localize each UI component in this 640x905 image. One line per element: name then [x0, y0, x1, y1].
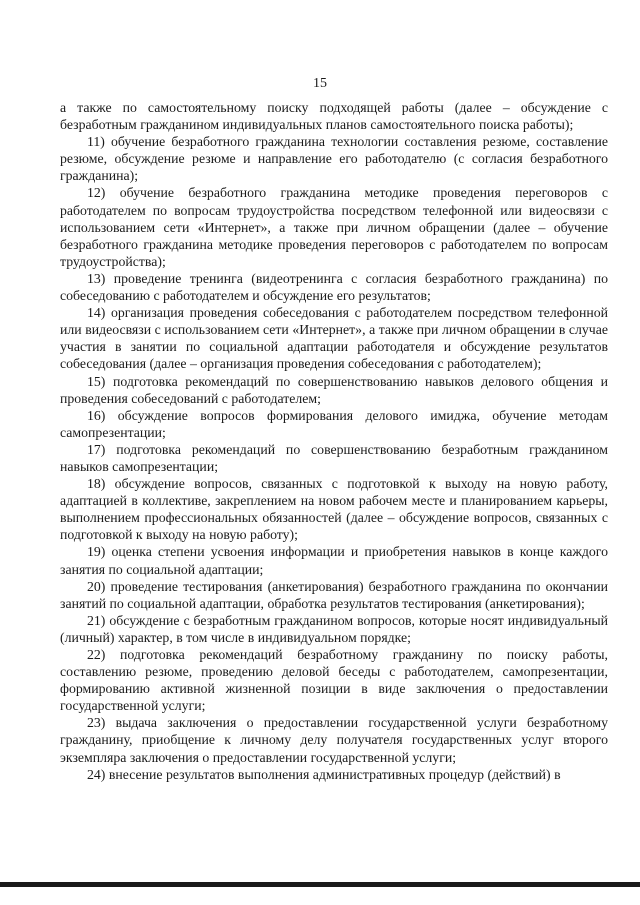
paragraph-item-12: 12) обучение безработного гражданина методике проведения переговоров с работодателем по вопросам трудоустройства посредством телефонной или видеосвязи с использованием сети «Интернет», а также при личном обращении (далее – обучение безработного гражданина методике проведения переговоров с работодателем по вопросам трудоустройства);: [60, 185, 608, 269]
bottom-scan-border: [0, 882, 640, 887]
paragraph-continuation: а также по самостоятельному поиску подходящей работы (далее – обсуждение с безработным гражданином индивидуальных планов самостоятельного поиска работы);: [60, 100, 608, 133]
paragraph-item-14: 14) организация проведения собеседования с работодателем посредством телефонной или видеосвязи с использованием сети «Интернет», а также при личном обращении в случае участия в занятии по социальной адаптации работодателя и обсуждение результатов собеседования (далее – организация проведения собеседования с работодателем);: [60, 305, 608, 372]
paragraph-item-16: 16) обсуждение вопросов формирования делового имиджа, обучение методам самопрезентации;: [60, 407, 608, 440]
paragraph-item-24: 24) внесение результатов выполнения административных процедур (действий) в: [87, 766, 561, 782]
paragraph-item-11: 11) обучение безработного гражданина технологии составления резюме, составление резюме, обсуждение резюме и направление его работодателю (с согласия безработного гражданина);: [60, 134, 608, 184]
paragraph-item-21: 21) обсуждение с безработным гражданином вопросов, которые носят индивидуальный (личный) характер, в том числе в индивидуальном порядке;: [60, 612, 608, 645]
page-number: 15: [313, 76, 327, 91]
document-body: [60, 99, 608, 783]
paragraph-item-22: 22) подготовка рекомендаций безработному гражданину по поиску работы, составлению резюме, проведению деловой беседы с работодателем, самопрезентации, формированию активной жизненной позиции в виде заключения о предоставлении государственной услуги;: [60, 647, 608, 714]
paragraph-item-15: 15) подготовка рекомендаций по совершенствованию навыков делового общения и проведения собеседований с работодателем;: [60, 373, 608, 406]
paragraph-item-23: 23) выдача заключения о предоставлении государственной услуги безработному гражданину, приобщение к личному делу получателя государственных услуг второго экземпляра заключения о предоставлении государственной услуги;: [60, 715, 608, 765]
paragraph-item-19: 19) оценка степени усвоения информации и приобретения навыков в конце каждого занятия по социальной адаптации;: [60, 544, 608, 577]
paragraph-item-20: 20) проведение тестирования (анкетирования) безработного гражданина по окончании занятий по социальной адаптации, обработка результатов тестирования (анкетирования);: [60, 578, 608, 611]
paragraph-item-18: 18) обсуждение вопросов, связанных с подготовкой к выходу на новую работу, адаптацией в коллективе, закреплением на новом рабочем месте и планированием карьеры, выполнением профессиональных обязанностей (далее – обсуждение вопросов, связанных с подготовкой к выходу на новую работу);: [60, 476, 608, 543]
paragraph-item-17: 17) подготовка рекомендаций по совершенствованию безработным гражданином навыков самопрезентации;: [60, 441, 608, 474]
paragraph-item-13: 13) проведение тренинга (видеотренинга с согласия безработного гражданина) по собеседованию с работодателем и обсуждение его результатов;: [60, 270, 608, 304]
